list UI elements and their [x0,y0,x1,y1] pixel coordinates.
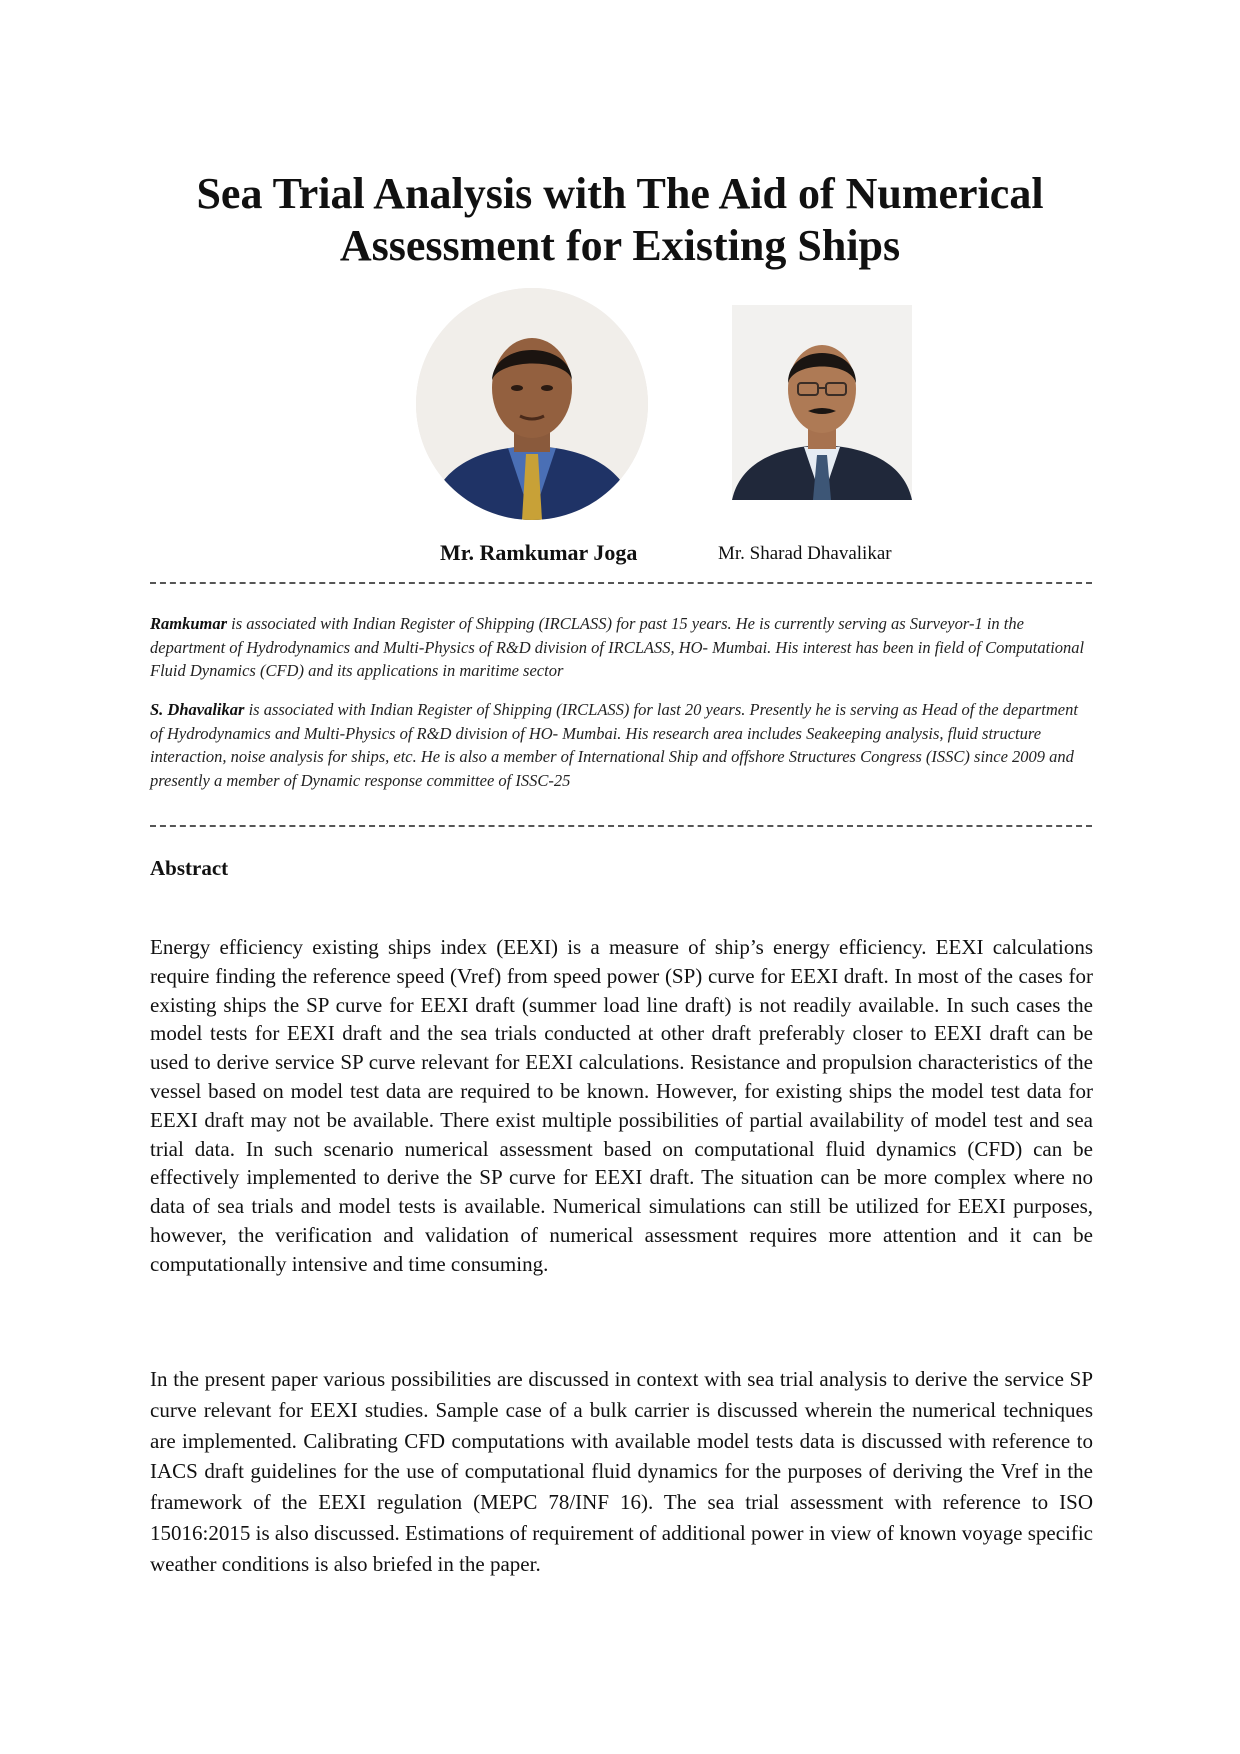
paper-title-line-1: Sea Trial Analysis with The Aid of Numerical [196,169,1044,218]
abstract-paragraph-1: Energy efficiency existing ships index (EEXI) is a measure of ship’s energy efficiency. EEXI calculations require finding the reference speed (Vref) from speed power (SP) curve for EEXI draft. In most of the cases for existing ships the SP curve for EEXI draft (summer load line draft) is not readily available. In such cases the model tests for EEXI draft and the sea trials conducted at other draft preferably closer to EEXI draft can be used to derive service SP curve relevant for EEXI calculations. Resistance and propulsion characteristics of the vessel based on model test data are required to be known. However, for existing ships the model test data for EEXI draft may not be available. There exist multiple possibilities of partial availability of model test and sea trial data. In such scenario numerical assessment based on computational fluid dynamics (CFD) can be effectively implemented to derive the SP curve for EEXI draft. The situation can be more complex where no data of sea trials and model tests is available. Numerical simulations can still be utilized for EEXI purposes, however, the verification and validation of numerical assessment requires more attention and it can be computationally intensive and time consuming. [150,935,1093,1276]
paper-title [120,168,1120,272]
author-name-1: Mr. Ramkumar Joga [440,540,638,565]
author-bio-2-lead: S. Dhavalikar [150,700,245,719]
author-name-2: Mr. Sharad Dhavalikar [718,543,892,564]
paper-title-line-2: Assessment for Existing Ships [339,221,901,270]
author-bio-1-text: is associated with Indian Register of Shipping (IRCLASS) for past 15 years. He is currently serving as Surveyor-1 in the department of Hydrodynamics and Multi-Physics of R&D division of IRCLASS, HO- Mumbai. His interest has been in field of Computational Fluid Dynamics (CFD) and its applications in maritime sector [150,614,1085,680]
divider-top [150,582,1092,584]
author-bio-2 [150,698,1094,792]
author-bio-1 [150,612,1094,683]
abstract-paragraph-2: In the present paper various possibilities are discussed in context with sea trial analysis to derive the service SP curve relevant for EEXI studies. Sample case of a bulk carrier is discussed wherein the numerical techniques are implemented. Calibrating CFD computations with available model tests data is discussed with reference to IACS draft guidelines for the use of computational fluid dynamics for the purposes of deriving the Vref in the framework of the EEXI regulation (MEPC 78/INF 16). The sea trial assessment with reference to ISO 15016:2015 is also discussed. Estimations of requirement of additional power in view of known voyage specific weather conditions is also briefed in the paper. [150,1367,1093,1576]
author-bio-1-lead: Ramkumar [150,614,228,633]
abstract-heading: Abstract [150,856,229,880]
author-photo-ramkumar [416,288,648,520]
author-bio-2-text: is associated with Indian Register of Shipping (IRCLASS) for last 20 years. Presently he is serving as Head of the department of Hydrodynamics and Multi-Physics of R&D division of HO- Mumbai. His research area includes Seakeeping analysis, fluid structure interaction, noise analysis for ships, etc. He is also a member of International Ship and offshore Structures Congress (ISSC) since 2009 and presently a member of Dynamic response committee of ISSC-25 [150,700,1078,790]
author-photo-dhavalikar [732,305,912,500]
divider-bottom [150,825,1092,827]
